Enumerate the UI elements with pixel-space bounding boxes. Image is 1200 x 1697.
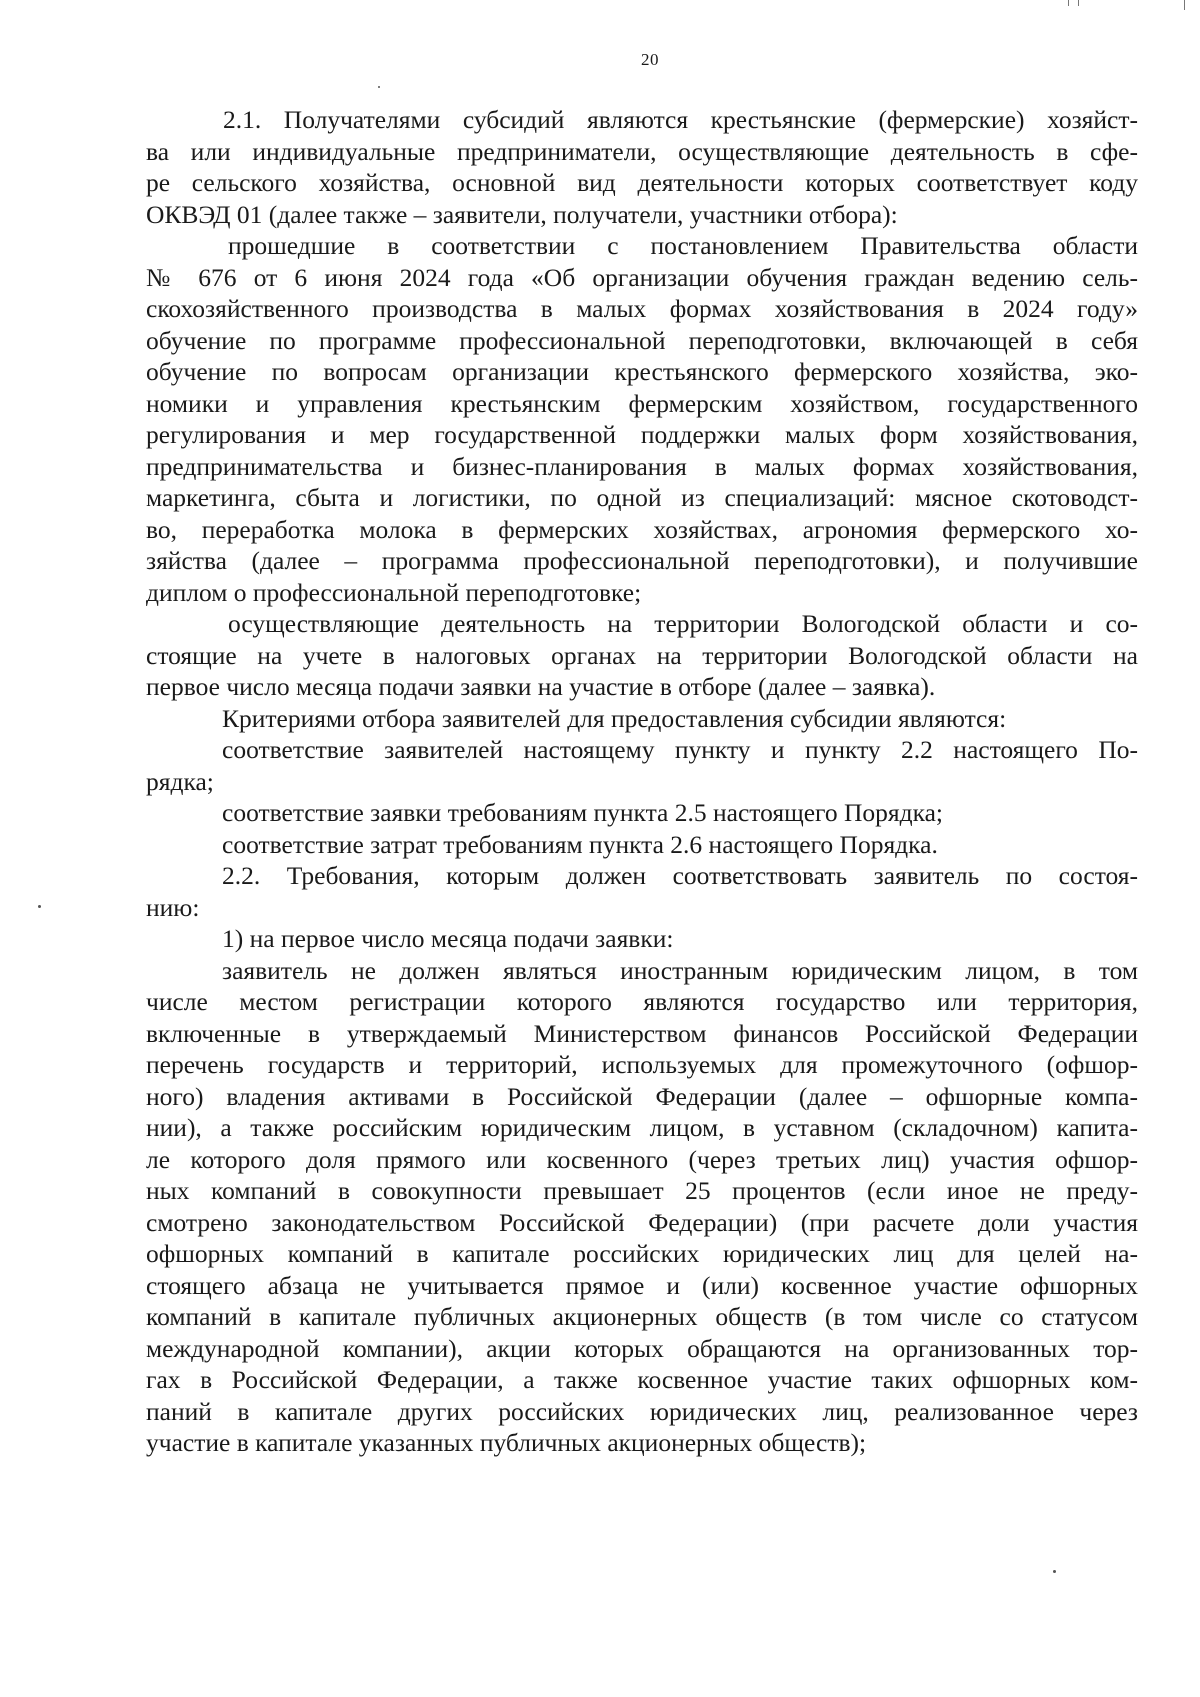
text-line: нию: — [146, 892, 200, 922]
text-line: нии), а также российским юридическим лицом, в уставном (складочном) капита- — [146, 1113, 1138, 1142]
text-line: соответствие затрат требованиям пункта 2.6 настоящего Порядка. — [222, 829, 938, 859]
text-line: перечень государств и территорий, используемых для промежуточного (офшор- — [146, 1050, 1138, 1079]
text-line: во, переработка молока в фермерских хозяйствах, агрономия фермерского хо- — [146, 514, 1138, 544]
document-body — [146, 104, 1138, 1459]
text-line: обучение по программе профессиональной переподготовки, включающей в себя — [146, 325, 1138, 355]
text-line: предпринимательства и бизнес-планирования в малых формах хозяйствования, — [146, 451, 1138, 481]
paragraph — [146, 923, 1138, 955]
paragraph — [146, 104, 1138, 230]
text-line: 1) на первое число месяца подачи заявки: — [222, 924, 674, 953]
paragraph — [146, 608, 1138, 703]
text-line: ле которого доля прямого или косвенного (через третьих лиц) участия офшор- — [146, 1144, 1138, 1174]
text-line: офшорных компаний в капитале российских юридических лиц для целей на- — [146, 1239, 1138, 1268]
paragraph — [146, 703, 1138, 735]
text-line: зяйства (далее – программа профессиональной переподготовки), и получившие — [146, 546, 1138, 575]
paragraph — [146, 955, 1138, 1459]
scan-edge-mark — [1078, 0, 1079, 6]
paragraph — [146, 230, 1138, 608]
scan-speck — [38, 905, 41, 908]
text-line: прошедшие в соответствии с постановлением Правительства области — [228, 231, 1138, 260]
paragraph — [146, 797, 1138, 829]
text-line: компаний в капитале публичных акционерных обществ (в том числе со статусом — [146, 1302, 1138, 1331]
paragraph — [146, 734, 1138, 797]
text-line: рядка; — [146, 766, 214, 796]
scan-speck — [378, 86, 380, 88]
text-line: смотрено законодательством Российской Федерации) (при расчете доли участия — [146, 1207, 1138, 1237]
scan-edge-mark — [1184, 0, 1185, 10]
text-line: номики и управления крестьянским фермерским хозяйством, государственного — [146, 388, 1138, 418]
paragraph — [146, 829, 1138, 861]
text-line: ре сельского хозяйства, основной вид деятельности которых соответствует коду — [146, 168, 1138, 197]
text-line: ОКВЭД 01 (далее также – заявители, получатели, участники отбора): — [146, 199, 898, 229]
text-line: скохозяйственного производства в малых формах хозяйствования в 2024 году» — [146, 294, 1138, 323]
text-line: заявитель не должен являться иностранным юридическим лицом, в том — [222, 955, 1138, 985]
text-line: диплом о профессиональной переподготовке; — [146, 577, 642, 607]
text-line: ного) владения активами в Российской Федерации (далее – офшорные компа- — [146, 1081, 1138, 1111]
paragraph — [146, 860, 1138, 923]
text-line: соответствие заявки требованиям пункта 2.5 настоящего Порядка; — [222, 798, 944, 827]
text-line: гах в Российской Федерации, а также косвенное участие таких офшорных ком- — [146, 1365, 1138, 1394]
text-line: первое число месяца подачи заявки на участие в отборе (далее – заявка). — [146, 672, 936, 701]
text-line: стоящего абзаца не учитывается прямое и (или) косвенное участие офшорных — [146, 1270, 1138, 1300]
page-number: 20 — [641, 50, 659, 69]
text-line: маркетинга, сбыта и логистики, по одной из специализаций: мясное скотоводст- — [146, 483, 1138, 512]
text-line: паний в капитале других российских юридических лиц, реализованное через — [146, 1396, 1138, 1426]
text-line: включенные в утверждаемый Министерством финансов Российской Федерации — [146, 1018, 1138, 1048]
text-line: участие в капитале указанных публичных акционерных обществ); — [146, 1428, 867, 1457]
text-line: международной компании), акции которых обращаются на организованных тор- — [146, 1333, 1138, 1363]
text-line: ва или индивидуальные предприниматели, осуществляющие деятельность в сфе- — [146, 136, 1138, 166]
text-line: регулирования и мер государственной поддержки малых форм хозяйствования, — [146, 420, 1138, 449]
text-line: ных компаний в совокупности превышает 25 процентов (если иное не преду- — [146, 1176, 1138, 1205]
text-line: 2.1. Получателями субсидий являются крестьянские (фермерские) хозяйст- — [223, 105, 1138, 134]
text-line: числе местом регистрации которого являются государство или территория, — [146, 987, 1138, 1016]
text-line: обучение по вопросам организации крестьянского фермерского хозяйства, эко- — [146, 357, 1138, 386]
text-line: стоящие на учете в налоговых органах на территории Вологодской области на — [146, 640, 1138, 670]
text-line: соответствие заявителей настоящему пункту и пункту 2.2 настоящего По- — [222, 735, 1138, 764]
scan-speck — [1053, 1570, 1056, 1573]
scan-edge-mark — [1068, 0, 1069, 6]
text-line: осуществляющие деятельность на территории Вологодской области и со- — [228, 609, 1138, 638]
text-line: Критериями отбора заявителей для предоставления субсидии являются: — [222, 703, 1007, 733]
text-line: 2.2. Требования, которым должен соответствовать заявитель по состоя- — [222, 861, 1138, 890]
text-line: № 676 от 6 июня 2024 года «Об организации обучения граждан ведению сель- — [146, 262, 1138, 292]
